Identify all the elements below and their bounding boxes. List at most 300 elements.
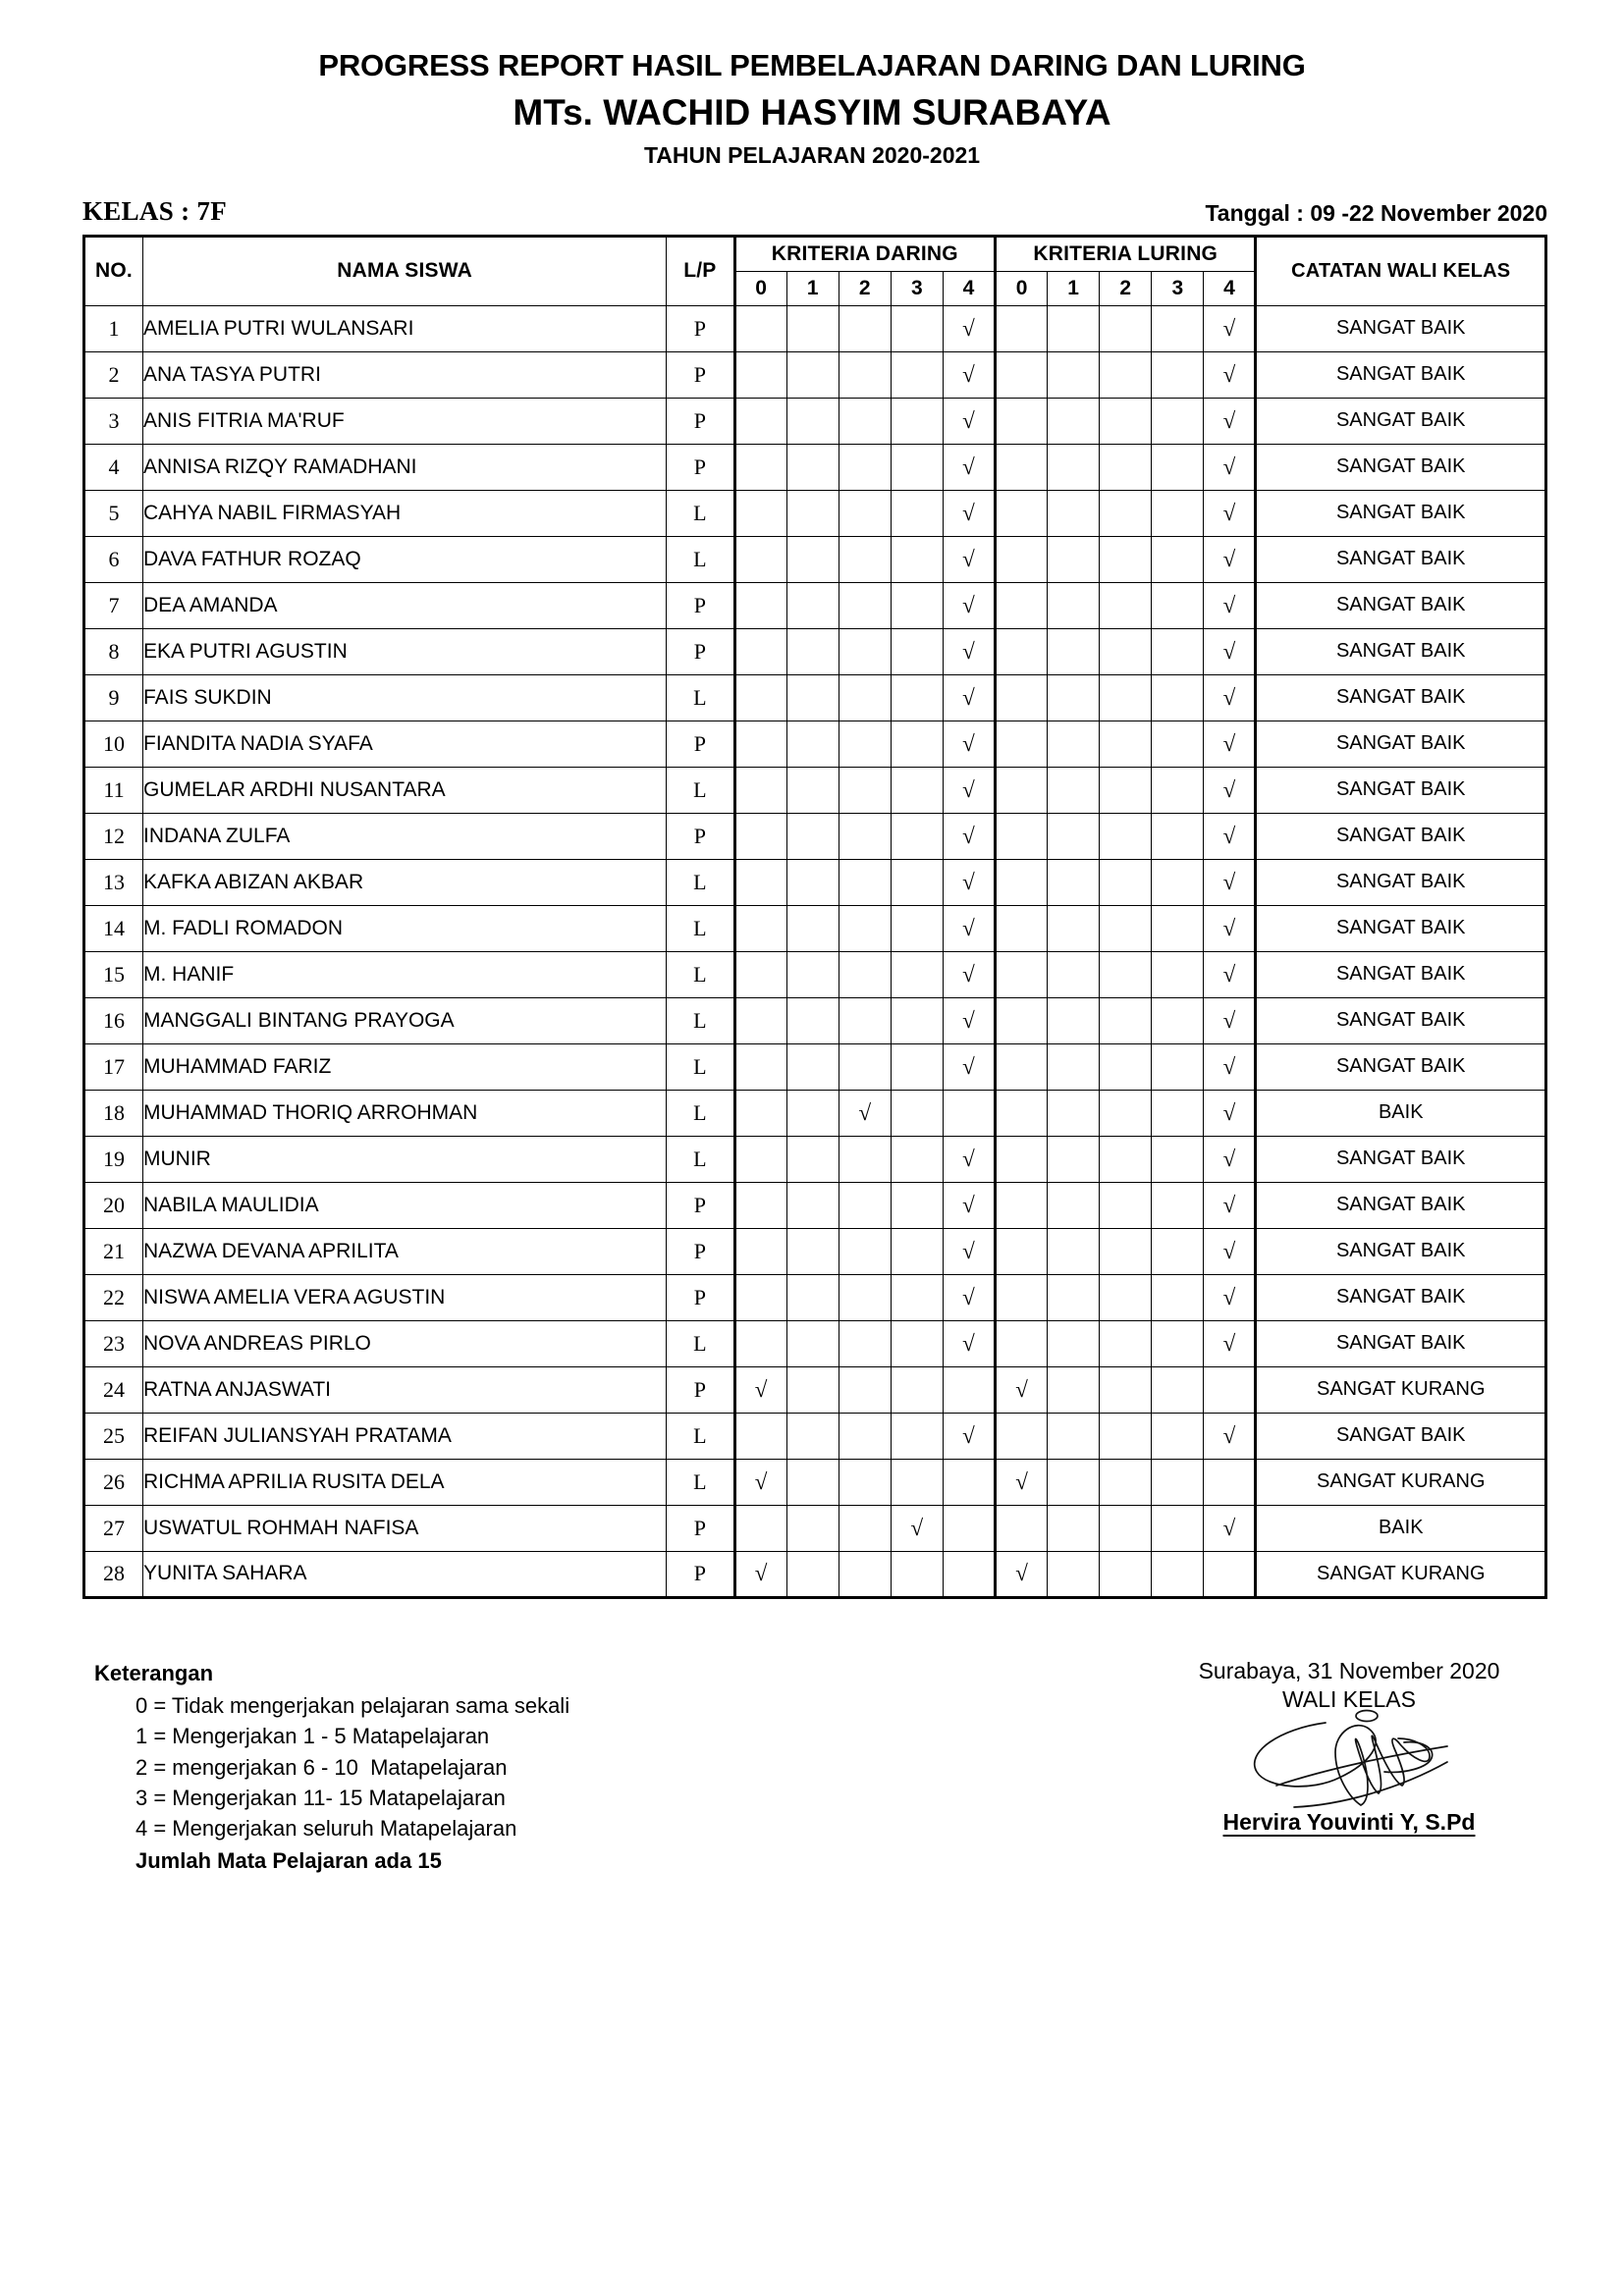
cell-luring-0 [996, 398, 1048, 444]
legend-item-2: 2 = mengerjakan 6 - 10 Matapelajaran [135, 1754, 508, 1780]
cell-luring-2 [1100, 1505, 1152, 1551]
cell-gender: L [667, 859, 734, 905]
table-row [84, 1090, 1546, 1136]
cell-daring-2 [839, 351, 891, 398]
cell-luring-4: √ [1204, 351, 1256, 398]
cell-luring-1 [1048, 813, 1100, 859]
cell-daring-4: √ [943, 536, 995, 582]
table-row [84, 813, 1546, 859]
cell-daring-4 [943, 1505, 995, 1551]
cell-catatan: SANGAT BAIK [1256, 351, 1546, 398]
cell-daring-4: √ [943, 1228, 995, 1274]
cell-gender: L [667, 1320, 734, 1366]
cell-student-name: M. FADLI ROMADON [143, 905, 667, 951]
cell-daring-2 [839, 536, 891, 582]
cell-luring-0 [996, 536, 1048, 582]
cell-daring-3 [891, 351, 943, 398]
cell-student-name: MANGGALI BINTANG PRAYOGA [143, 997, 667, 1043]
cell-luring-0 [996, 1136, 1048, 1182]
cell-luring-4: √ [1204, 398, 1256, 444]
legend-title: Keterangan [94, 1660, 214, 1685]
table-row [84, 628, 1546, 674]
cell-luring-1 [1048, 997, 1100, 1043]
cell-student-name: NISWA AMELIA VERA AGUSTIN [143, 1274, 667, 1320]
cell-luring-0 [996, 1413, 1048, 1459]
cell-no: 9 [84, 674, 143, 721]
cell-student-name: NABILA MAULIDIA [143, 1182, 667, 1228]
cell-daring-3 [891, 1136, 943, 1182]
cell-luring-4: √ [1204, 721, 1256, 767]
col-header-daring-4: 4 [943, 271, 995, 305]
cell-daring-2 [839, 1043, 891, 1090]
cell-no: 22 [84, 1274, 143, 1320]
table-row [84, 1320, 1546, 1366]
col-header-daring-1: 1 [786, 271, 839, 305]
cell-daring-3 [891, 1320, 943, 1366]
cell-luring-1 [1048, 1182, 1100, 1228]
cell-gender: L [667, 490, 734, 536]
cell-luring-0 [996, 813, 1048, 859]
cell-luring-2 [1100, 721, 1152, 767]
table-header [84, 236, 1546, 305]
cell-daring-4: √ [943, 767, 995, 813]
signature-place-date: Surabaya, 31 November 2020 [1198, 1657, 1500, 1683]
cell-luring-3 [1152, 1551, 1204, 1597]
signature-block [1143, 1658, 1555, 1877]
cell-luring-3 [1152, 1505, 1204, 1551]
cell-catatan: SANGAT BAIK [1256, 1136, 1546, 1182]
cell-catatan: SANGAT BAIK [1256, 444, 1546, 490]
cell-luring-2 [1100, 1228, 1152, 1274]
cell-daring-4: √ [943, 490, 995, 536]
cell-luring-2 [1100, 674, 1152, 721]
cell-catatan: SANGAT BAIK [1256, 1320, 1546, 1366]
table-row [84, 997, 1546, 1043]
cell-daring-0 [734, 1320, 786, 1366]
cell-catatan: SANGAT BAIK [1256, 1043, 1546, 1090]
cell-luring-0 [996, 1043, 1048, 1090]
cell-luring-2 [1100, 1413, 1152, 1459]
cell-daring-4: √ [943, 997, 995, 1043]
cell-daring-1 [786, 305, 839, 351]
cell-daring-1 [786, 1274, 839, 1320]
legend-item-3: 3 = Mengerjakan 11- 15 Matapelajaran [135, 1785, 506, 1810]
cell-catatan: SANGAT BAIK [1256, 674, 1546, 721]
cell-gender: L [667, 997, 734, 1043]
cell-daring-2 [839, 905, 891, 951]
cell-daring-2 [839, 444, 891, 490]
cell-daring-4: √ [943, 721, 995, 767]
cell-daring-3 [891, 997, 943, 1043]
cell-luring-1 [1048, 951, 1100, 997]
cell-daring-4: √ [943, 351, 995, 398]
cell-no: 1 [84, 305, 143, 351]
col-header-name: NAMA SISWA [143, 236, 667, 305]
cell-daring-3 [891, 444, 943, 490]
school-name: MTs. WACHID HASYIM SURABAYA [513, 91, 1111, 133]
cell-luring-0 [996, 305, 1048, 351]
cell-luring-2 [1100, 1551, 1152, 1597]
cell-daring-2 [839, 1136, 891, 1182]
cell-daring-1 [786, 1228, 839, 1274]
cell-luring-4: √ [1204, 490, 1256, 536]
cell-luring-1 [1048, 1320, 1100, 1366]
cell-luring-3 [1152, 351, 1204, 398]
cell-no: 13 [84, 859, 143, 905]
cell-daring-2 [839, 997, 891, 1043]
cell-luring-3 [1152, 1459, 1204, 1505]
col-header-gender: L/P [667, 236, 734, 305]
cell-daring-0: √ [734, 1459, 786, 1505]
cell-luring-1 [1048, 1090, 1100, 1136]
cell-luring-0 [996, 951, 1048, 997]
cell-daring-2 [839, 628, 891, 674]
cell-daring-1 [786, 1136, 839, 1182]
cell-luring-3 [1152, 674, 1204, 721]
cell-luring-1 [1048, 582, 1100, 628]
cell-daring-4: √ [943, 1136, 995, 1182]
table-row [84, 1136, 1546, 1182]
cell-luring-4: √ [1204, 997, 1256, 1043]
cell-catatan: SANGAT BAIK [1256, 1413, 1546, 1459]
cell-luring-0 [996, 351, 1048, 398]
cell-luring-0 [996, 628, 1048, 674]
legend-item-1: 1 = Mengerjakan 1 - 5 Matapelajaran [135, 1724, 490, 1749]
cell-luring-3 [1152, 628, 1204, 674]
cell-no: 5 [84, 490, 143, 536]
cell-daring-0 [734, 905, 786, 951]
cell-luring-3 [1152, 582, 1204, 628]
cell-luring-0 [996, 1505, 1048, 1551]
cell-gender: L [667, 1090, 734, 1136]
cell-no: 19 [84, 1136, 143, 1182]
cell-student-name: MUNIR [143, 1136, 667, 1182]
cell-daring-3 [891, 1551, 943, 1597]
cell-gender: L [667, 905, 734, 951]
cell-no: 14 [84, 905, 143, 951]
cell-luring-1 [1048, 905, 1100, 951]
cell-no: 18 [84, 1090, 143, 1136]
cell-luring-1 [1048, 859, 1100, 905]
cell-daring-3 [891, 1459, 943, 1505]
cell-daring-4: √ [943, 582, 995, 628]
cell-luring-4: √ [1204, 1274, 1256, 1320]
cell-daring-0 [734, 398, 786, 444]
cell-catatan: SANGAT BAIK [1256, 1182, 1546, 1228]
cell-student-name: CAHYA NABIL FIRMASYAH [143, 490, 667, 536]
cell-daring-2 [839, 398, 891, 444]
cell-luring-0: √ [996, 1459, 1048, 1505]
cell-daring-3 [891, 767, 943, 813]
cell-catatan: SANGAT BAIK [1256, 767, 1546, 813]
cell-gender: P [667, 1366, 734, 1413]
cell-luring-3 [1152, 813, 1204, 859]
cell-luring-1 [1048, 1043, 1100, 1090]
cell-luring-3 [1152, 1228, 1204, 1274]
cell-luring-2 [1100, 767, 1152, 813]
cell-daring-1 [786, 351, 839, 398]
cell-student-name: REIFAN JULIANSYAH PRATAMA [143, 1413, 667, 1459]
meta-row [82, 196, 1547, 227]
cell-luring-3 [1152, 1366, 1204, 1413]
table-row [84, 951, 1546, 997]
cell-daring-0 [734, 1228, 786, 1274]
col-header-daring-0: 0 [734, 271, 786, 305]
cell-luring-1 [1048, 1459, 1100, 1505]
cell-daring-0 [734, 1413, 786, 1459]
table-row [84, 305, 1546, 351]
cell-daring-2 [839, 1459, 891, 1505]
cell-luring-1 [1048, 1505, 1100, 1551]
table-row [84, 1413, 1546, 1459]
cell-luring-0 [996, 859, 1048, 905]
cell-luring-1 [1048, 1136, 1100, 1182]
table-body [84, 305, 1546, 1597]
report-table-container [82, 235, 1547, 1599]
cell-catatan: SANGAT BAIK [1256, 905, 1546, 951]
col-header-daring-2: 2 [839, 271, 891, 305]
cell-catatan: SANGAT KURANG [1256, 1459, 1546, 1505]
cell-no: 16 [84, 997, 143, 1043]
cell-no: 15 [84, 951, 143, 997]
cell-gender: P [667, 1182, 734, 1228]
cell-catatan: SANGAT BAIK [1256, 1228, 1546, 1274]
cell-daring-3 [891, 859, 943, 905]
cell-no: 26 [84, 1459, 143, 1505]
cell-gender: L [667, 674, 734, 721]
cell-student-name: M. HANIF [143, 951, 667, 997]
cell-catatan: SANGAT BAIK [1256, 721, 1546, 767]
col-header-kriteria-luring: KRITERIA LURING [996, 236, 1256, 271]
cell-daring-3 [891, 905, 943, 951]
cell-luring-4: √ [1204, 628, 1256, 674]
cell-daring-2 [839, 1551, 891, 1597]
table-row [84, 490, 1546, 536]
cell-daring-4: √ [943, 628, 995, 674]
cell-luring-3 [1152, 1090, 1204, 1136]
cell-luring-3 [1152, 1274, 1204, 1320]
table-row [84, 398, 1546, 444]
cell-luring-2 [1100, 490, 1152, 536]
cell-daring-1 [786, 951, 839, 997]
cell-daring-4: √ [943, 444, 995, 490]
cell-luring-0 [996, 1274, 1048, 1320]
cell-luring-0 [996, 582, 1048, 628]
cell-luring-3 [1152, 398, 1204, 444]
cell-daring-0 [734, 859, 786, 905]
cell-gender: P [667, 444, 734, 490]
cell-daring-1 [786, 1366, 839, 1413]
cell-luring-4: √ [1204, 951, 1256, 997]
table-row [84, 767, 1546, 813]
cell-luring-4 [1204, 1366, 1256, 1413]
cell-daring-1 [786, 674, 839, 721]
cell-luring-1 [1048, 536, 1100, 582]
cell-daring-0 [734, 1043, 786, 1090]
cell-gender: L [667, 1413, 734, 1459]
cell-daring-4: √ [943, 305, 995, 351]
cell-student-name: AMELIA PUTRI WULANSARI [143, 305, 667, 351]
table-row [84, 859, 1546, 905]
cell-daring-1 [786, 536, 839, 582]
cell-luring-3 [1152, 859, 1204, 905]
cell-no: 28 [84, 1551, 143, 1597]
cell-luring-0 [996, 1182, 1048, 1228]
cell-daring-2 [839, 767, 891, 813]
cell-daring-3 [891, 1274, 943, 1320]
cell-luring-3 [1152, 1043, 1204, 1090]
cell-luring-2 [1100, 1366, 1152, 1413]
cell-luring-0 [996, 1090, 1048, 1136]
col-header-luring-4: 4 [1204, 271, 1256, 305]
cell-student-name: ANIS FITRIA MA'RUF [143, 398, 667, 444]
cell-luring-1 [1048, 305, 1100, 351]
table-row [84, 1182, 1546, 1228]
cell-daring-2 [839, 1182, 891, 1228]
cell-luring-2 [1100, 1136, 1152, 1182]
cell-luring-0 [996, 490, 1048, 536]
table-row [84, 1366, 1546, 1413]
cell-daring-2 [839, 721, 891, 767]
signature-name: Hervira Youvinti Y, S.Pd [1222, 1808, 1476, 1835]
cell-luring-2 [1100, 1090, 1152, 1136]
cell-no: 6 [84, 536, 143, 582]
cell-luring-0 [996, 767, 1048, 813]
table-row [84, 674, 1546, 721]
cell-luring-3 [1152, 997, 1204, 1043]
table-row [84, 1459, 1546, 1505]
cell-gender: P [667, 351, 734, 398]
cell-luring-3 [1152, 536, 1204, 582]
cell-gender: L [667, 767, 734, 813]
cell-luring-3 [1152, 951, 1204, 997]
cell-daring-0 [734, 674, 786, 721]
col-header-luring-1: 1 [1048, 271, 1100, 305]
cell-daring-3: √ [891, 1505, 943, 1551]
col-header-catatan: CATATAN WALI KELAS [1256, 236, 1546, 305]
cell-catatan: SANGAT BAIK [1256, 398, 1546, 444]
cell-daring-0 [734, 582, 786, 628]
cell-daring-4: √ [943, 859, 995, 905]
legend-total: Jumlah Mata Pelajaran ada 15 [135, 1848, 442, 1874]
cell-gender: L [667, 1136, 734, 1182]
cell-gender: P [667, 628, 734, 674]
cell-luring-4: √ [1204, 582, 1256, 628]
legend-item-4: 4 = Mengerjakan seluruh Matapelajaran [135, 1816, 517, 1842]
cell-daring-2 [839, 305, 891, 351]
cell-student-name: NAZWA DEVANA APRILITA [143, 1228, 667, 1274]
cell-student-name: MUHAMMAD THORIQ ARROHMAN [143, 1090, 667, 1136]
legend-item-0: 0 = Tidak mengerjakan pelajaran sama sekali [135, 1693, 570, 1719]
cell-luring-0 [996, 1228, 1048, 1274]
cell-luring-4: √ [1204, 1182, 1256, 1228]
table-row [84, 1043, 1546, 1090]
cell-daring-3 [891, 1043, 943, 1090]
cell-no: 25 [84, 1413, 143, 1459]
cell-daring-2 [839, 582, 891, 628]
cell-luring-3 [1152, 1320, 1204, 1366]
cell-student-name: GUMELAR ARDHI NUSANTARA [143, 767, 667, 813]
cell-daring-2 [839, 1320, 891, 1366]
cell-daring-0 [734, 305, 786, 351]
cell-daring-1 [786, 813, 839, 859]
cell-daring-4: √ [943, 1043, 995, 1090]
cell-daring-0 [734, 490, 786, 536]
cell-luring-4: √ [1204, 1228, 1256, 1274]
cell-catatan: BAIK [1256, 1090, 1546, 1136]
legend-items [94, 1690, 569, 1843]
cell-catatan: SANGAT BAIK [1256, 813, 1546, 859]
cell-daring-0 [734, 951, 786, 997]
cell-luring-4 [1204, 1551, 1256, 1597]
cell-catatan: SANGAT KURANG [1256, 1551, 1546, 1597]
cell-no: 20 [84, 1182, 143, 1228]
cell-daring-0 [734, 997, 786, 1043]
cell-gender: L [667, 951, 734, 997]
cell-daring-1 [786, 767, 839, 813]
cell-luring-1 [1048, 1413, 1100, 1459]
cell-daring-3 [891, 721, 943, 767]
cell-catatan: SANGAT KURANG [1256, 1366, 1546, 1413]
cell-daring-3 [891, 398, 943, 444]
cell-daring-1 [786, 1182, 839, 1228]
cell-catatan: SANGAT BAIK [1256, 582, 1546, 628]
cell-daring-4: √ [943, 674, 995, 721]
cell-no: 11 [84, 767, 143, 813]
cell-daring-1 [786, 997, 839, 1043]
cell-luring-4: √ [1204, 1090, 1256, 1136]
cell-daring-1 [786, 1505, 839, 1551]
cell-daring-3 [891, 582, 943, 628]
cell-daring-3 [891, 1413, 943, 1459]
cell-luring-2 [1100, 444, 1152, 490]
cell-daring-0 [734, 1136, 786, 1182]
cell-no: 21 [84, 1228, 143, 1274]
cell-catatan: SANGAT BAIK [1256, 628, 1546, 674]
cell-catatan: SANGAT BAIK [1256, 305, 1546, 351]
cell-daring-3 [891, 1366, 943, 1413]
cell-luring-3 [1152, 721, 1204, 767]
cell-luring-3 [1152, 1136, 1204, 1182]
cell-luring-2 [1100, 351, 1152, 398]
cell-student-name: MUHAMMAD FARIZ [143, 1043, 667, 1090]
col-header-daring-3: 3 [891, 271, 943, 305]
cell-no: 3 [84, 398, 143, 444]
cell-catatan: SANGAT BAIK [1256, 1274, 1546, 1320]
table-row [84, 1274, 1546, 1320]
cell-luring-2 [1100, 1274, 1152, 1320]
cell-daring-2 [839, 674, 891, 721]
cell-luring-1 [1048, 1274, 1100, 1320]
col-header-luring-2: 2 [1100, 271, 1152, 305]
cell-daring-3 [891, 951, 943, 997]
cell-daring-0 [734, 536, 786, 582]
date-range-label: Tanggal : 09 -22 November 2020 [1205, 199, 1547, 226]
cell-luring-2 [1100, 305, 1152, 351]
cell-luring-1 [1048, 767, 1100, 813]
table-row [84, 444, 1546, 490]
cell-luring-1 [1048, 444, 1100, 490]
table-row [84, 721, 1546, 767]
cell-daring-0 [734, 628, 786, 674]
cell-luring-1 [1048, 721, 1100, 767]
cell-student-name: DAVA FATHUR ROZAQ [143, 536, 667, 582]
cell-daring-1 [786, 905, 839, 951]
cell-luring-1 [1048, 1551, 1100, 1597]
cell-catatan: SANGAT BAIK [1256, 951, 1546, 997]
col-header-luring-0: 0 [996, 271, 1048, 305]
cell-no: 2 [84, 351, 143, 398]
